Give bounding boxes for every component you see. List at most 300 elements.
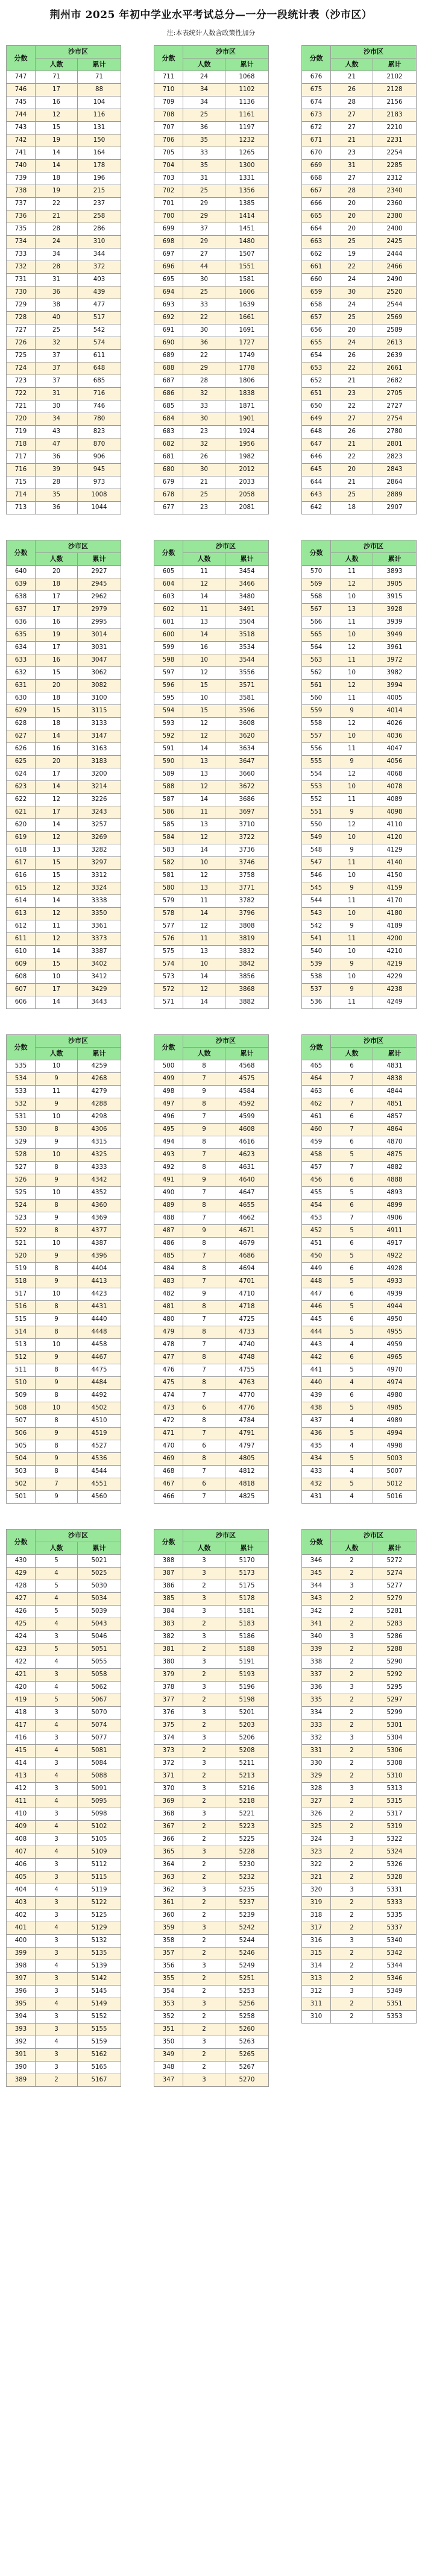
cumulative-cell: 2156 [373, 97, 417, 109]
score-cell: 547 [302, 857, 331, 870]
cumulative-cell: 4342 [78, 1174, 121, 1187]
count-cell: 8 [36, 1326, 78, 1339]
score-cell: 330 [302, 1758, 331, 1770]
score-cell: 370 [154, 1783, 183, 1796]
count-cell: 9 [36, 1073, 78, 1086]
table-row [7, 2036, 121, 2049]
count-cell: 12 [183, 730, 225, 743]
cumulative-cell: 4994 [373, 1428, 417, 1440]
count-cell: 3 [36, 1859, 78, 1872]
table-row [302, 908, 417, 920]
table-row [302, 1478, 417, 1491]
table-row [154, 806, 269, 819]
count-cell: 12 [331, 680, 373, 692]
cumulative-cell: 5091 [78, 1783, 121, 1796]
score-cell: 627 [7, 730, 36, 743]
score-cell: 659 [302, 286, 331, 299]
table-row [154, 438, 269, 451]
score-cell: 492 [154, 1162, 183, 1174]
count-cell: 7 [183, 1339, 225, 1352]
cumulative-cell: 372 [78, 261, 121, 274]
cumulative-cell: 1581 [225, 274, 269, 286]
score-cell: 353 [154, 1998, 183, 2011]
cumulative-cell: 2927 [78, 566, 121, 578]
cumulative-cell: 4864 [373, 1124, 417, 1136]
score-cell: 573 [154, 971, 183, 984]
table-row [302, 578, 417, 591]
cumulative-cell: 4917 [373, 1238, 417, 1250]
table-row [302, 1491, 417, 1504]
cumulative-cell: 5265 [225, 2049, 269, 2062]
score-cell: 655 [302, 337, 331, 350]
cumulative-cell: 5167 [78, 2074, 121, 2087]
cumulative-cell: 5098 [78, 1808, 121, 1821]
cumulative-cell: 5119 [78, 1884, 121, 1897]
score-cell: 360 [154, 1910, 183, 1922]
count-cell: 19 [36, 134, 78, 147]
table-row [7, 908, 121, 920]
table-row [7, 718, 121, 730]
cumulative-cell: 3832 [225, 946, 269, 958]
score-cell: 571 [154, 996, 183, 1009]
table-row [7, 400, 121, 413]
score-cell: 335 [302, 1694, 331, 1707]
cumulative-cell: 5319 [373, 1821, 417, 1834]
score-cell: 535 [7, 1060, 36, 1073]
count-cell: 34 [183, 84, 225, 97]
count-cell: 9 [36, 1314, 78, 1326]
cumulative-cell: 4333 [78, 1162, 121, 1174]
table-row [302, 1973, 417, 1986]
table-row [7, 1568, 121, 1580]
table-row [302, 1250, 417, 1263]
count-cell: 35 [36, 489, 78, 502]
count-header: 人数 [331, 1542, 373, 1555]
score-cell: 396 [7, 1986, 36, 1998]
cumulative-cell: 4944 [373, 1301, 417, 1314]
score-cell: 631 [7, 680, 36, 692]
count-cell: 21 [183, 476, 225, 489]
cumulative-cell: 4857 [373, 1111, 417, 1124]
count-cell: 36 [36, 451, 78, 464]
count-cell: 3 [183, 1555, 225, 1568]
table-row [302, 1225, 417, 1238]
table-row [154, 1364, 269, 1377]
cumulative-cell: 1982 [225, 451, 269, 464]
score-cell: 645 [302, 464, 331, 476]
score-cell: 459 [302, 1136, 331, 1149]
count-cell: 24 [36, 236, 78, 248]
cumulative-cell: 4229 [373, 971, 417, 984]
count-cell: 23 [183, 502, 225, 514]
cumulative-cell: 716 [78, 388, 121, 400]
cumulative-cell: 4413 [78, 1276, 121, 1288]
count-cell: 2 [331, 1593, 373, 1606]
score-cell: 630 [7, 692, 36, 705]
cumulative-cell: 5135 [78, 1948, 121, 1960]
cumulative-cell: 870 [78, 438, 121, 451]
count-cell: 15 [36, 857, 78, 870]
cumulative-cell: 4980 [373, 1390, 417, 1402]
cumulative-cell: 2102 [373, 71, 417, 84]
cumulative-cell: 4899 [373, 1200, 417, 1212]
score-cell: 653 [302, 362, 331, 375]
count-cell: 7 [331, 1098, 373, 1111]
table-row [154, 1682, 269, 1694]
count-cell: 3 [183, 1568, 225, 1580]
table-row [7, 299, 121, 312]
score-cell: 564 [302, 642, 331, 654]
table-row [302, 1238, 417, 1250]
score-cell: 594 [154, 705, 183, 718]
cumulative-cell: 3412 [78, 971, 121, 984]
table-row [302, 1174, 417, 1187]
count-cell: 2 [183, 1720, 225, 1732]
score-cell: 717 [7, 451, 36, 464]
table-row [154, 1808, 269, 1821]
table-row [7, 578, 121, 591]
score-table [301, 1034, 417, 1504]
score-header: 分数 [154, 46, 183, 71]
count-cell: 14 [183, 794, 225, 806]
score-cell: 719 [7, 426, 36, 438]
table-row [302, 667, 417, 680]
count-cell: 9 [36, 1212, 78, 1225]
table-row [154, 857, 269, 870]
cumulative-cell: 5211 [225, 1758, 269, 1770]
score-cell: 322 [302, 1859, 331, 1872]
cumulative-cell: 2466 [373, 261, 417, 274]
table-row [302, 1301, 417, 1314]
table-row [302, 1276, 417, 1288]
table-row [302, 1694, 417, 1707]
count-cell: 17 [36, 591, 78, 604]
table-row [7, 1669, 121, 1682]
cumulative-cell: 4985 [373, 1402, 417, 1415]
score-cell: 376 [154, 1707, 183, 1720]
cumulative-cell: 4805 [225, 1453, 269, 1466]
cumulative-cell: 5304 [373, 1732, 417, 1745]
count-cell: 23 [331, 388, 373, 400]
cumulative-cell: 5003 [373, 1453, 417, 1466]
count-cell: 19 [331, 248, 373, 261]
table-row [7, 1288, 121, 1301]
count-cell: 17 [36, 642, 78, 654]
score-cell: 361 [154, 1897, 183, 1910]
score-cell: 463 [302, 1086, 331, 1098]
count-cell: 4 [36, 1922, 78, 1935]
count-cell: 30 [183, 324, 225, 337]
count-cell: 5 [36, 1644, 78, 1656]
cumulative-cell: 5246 [225, 1948, 269, 1960]
table-row [154, 489, 269, 502]
score-cell: 605 [154, 566, 183, 578]
cumulative-cell: 4219 [373, 958, 417, 971]
table-row [154, 1491, 269, 1504]
table-row [154, 1301, 269, 1314]
cumulative-cell: 3868 [225, 984, 269, 996]
table-row [302, 718, 417, 730]
cumulative-header: 累计 [78, 59, 121, 71]
cumulative-cell: 4268 [78, 1073, 121, 1086]
count-cell: 14 [36, 781, 78, 794]
table-row [154, 362, 269, 375]
score-cell: 681 [154, 451, 183, 464]
score-cell: 642 [302, 502, 331, 514]
table-row [154, 1314, 269, 1326]
count-cell: 30 [331, 286, 373, 299]
score-table [154, 1034, 269, 1504]
cumulative-cell: 5337 [373, 1922, 417, 1935]
cumulative-cell: 4838 [373, 1073, 417, 1086]
cumulative-cell: 3361 [78, 920, 121, 933]
table-row [154, 1174, 269, 1187]
table-row [302, 362, 417, 375]
score-cell: 468 [154, 1466, 183, 1478]
count-cell: 21 [331, 375, 373, 388]
table-row [7, 2062, 121, 2074]
table-row [302, 464, 417, 476]
table-row [154, 1390, 269, 1402]
count-cell: 11 [331, 654, 373, 667]
count-cell: 2 [331, 1859, 373, 1872]
score-cell: 384 [154, 1606, 183, 1618]
count-cell: 7 [36, 1478, 78, 1491]
count-cell: 2 [331, 1707, 373, 1720]
table-row [7, 1440, 121, 1453]
cumulative-cell: 4180 [373, 908, 417, 920]
cumulative-cell: 3214 [78, 781, 121, 794]
cumulative-cell: 1901 [225, 413, 269, 426]
score-cell: 344 [302, 1580, 331, 1593]
count-header: 人数 [331, 59, 373, 71]
count-cell: 2 [331, 1872, 373, 1884]
table-row [154, 109, 269, 122]
score-cell: 604 [154, 578, 183, 591]
cumulative-cell: 4922 [373, 1250, 417, 1263]
table-row [7, 1187, 121, 1200]
score-cell: 379 [154, 1669, 183, 1682]
table-row [302, 654, 417, 667]
cumulative-cell: 5333 [373, 1897, 417, 1910]
score-cell: 381 [154, 1644, 183, 1656]
cumulative-cell: 2907 [373, 502, 417, 514]
cumulative-cell: 2945 [78, 578, 121, 591]
score-cell: 590 [154, 756, 183, 768]
cumulative-cell: 4784 [225, 1415, 269, 1428]
score-cell: 342 [302, 1606, 331, 1618]
table-row [154, 895, 269, 908]
score-cell: 421 [7, 1669, 36, 1682]
cumulative-cell: 5335 [373, 1910, 417, 1922]
table-row [302, 794, 417, 806]
score-cell: 520 [7, 1250, 36, 1263]
cumulative-cell: 4933 [373, 1276, 417, 1288]
score-cell: 661 [302, 261, 331, 274]
cumulative-cell: 2400 [373, 223, 417, 236]
count-cell: 3 [331, 1834, 373, 1846]
table-row [7, 1377, 121, 1390]
cumulative-cell: 648 [78, 362, 121, 375]
score-cell: 316 [302, 1935, 331, 1948]
score-cell: 522 [7, 1225, 36, 1238]
score-cell: 531 [7, 1111, 36, 1124]
score-cell: 386 [154, 1580, 183, 1593]
count-cell: 23 [183, 426, 225, 438]
cumulative-cell: 5208 [225, 1745, 269, 1758]
cumulative-header: 累计 [373, 59, 417, 71]
table-row [154, 1478, 269, 1491]
table-row [154, 97, 269, 109]
count-cell: 7 [183, 1212, 225, 1225]
count-cell: 32 [183, 388, 225, 400]
count-cell: 7 [183, 1364, 225, 1377]
table-row [154, 1656, 269, 1669]
cumulative-cell: 4851 [373, 1098, 417, 1111]
count-cell: 37 [183, 223, 225, 236]
score-cell: 589 [154, 768, 183, 781]
cumulative-cell: 3312 [78, 870, 121, 882]
count-cell: 3 [183, 1606, 225, 1618]
score-cell: 456 [302, 1174, 331, 1187]
count-cell: 2 [331, 1745, 373, 1758]
score-cell: 440 [302, 1377, 331, 1390]
table-row [7, 413, 121, 426]
table-row [302, 756, 417, 768]
count-cell: 8 [183, 1136, 225, 1149]
cumulative-cell: 1480 [225, 236, 269, 248]
table-row [302, 642, 417, 654]
count-cell: 22 [183, 350, 225, 362]
count-cell: 10 [36, 971, 78, 984]
cumulative-cell: 4950 [373, 1314, 417, 1326]
count-cell: 4 [331, 1440, 373, 1453]
count-cell: 10 [36, 1111, 78, 1124]
cumulative-cell: 2544 [373, 299, 417, 312]
cumulative-cell: 5122 [78, 1897, 121, 1910]
count-cell: 31 [36, 388, 78, 400]
cumulative-cell: 4360 [78, 1200, 121, 1212]
cumulative-cell: 5326 [373, 1859, 417, 1872]
count-cell: 11 [331, 996, 373, 1009]
cumulative-cell: 4544 [78, 1466, 121, 1478]
count-cell: 33 [183, 299, 225, 312]
table-row [7, 743, 121, 756]
table-row [7, 1212, 121, 1225]
score-table [6, 1034, 121, 1504]
table-row [302, 996, 417, 1009]
count-cell: 12 [331, 642, 373, 654]
count-cell: 7 [183, 1111, 225, 1124]
table-row [154, 1631, 269, 1644]
cumulative-cell: 3082 [78, 680, 121, 692]
cumulative-cell: 945 [78, 464, 121, 476]
count-cell: 2 [331, 1758, 373, 1770]
cumulative-cell: 4599 [225, 1111, 269, 1124]
count-cell: 26 [331, 350, 373, 362]
cumulative-cell: 5221 [225, 1808, 269, 1821]
score-cell: 561 [302, 680, 331, 692]
count-cell: 27 [331, 122, 373, 134]
score-cell: 508 [7, 1402, 36, 1415]
district-header: 沙市区 [331, 1035, 417, 1048]
count-cell: 3 [36, 1631, 78, 1644]
table-row [302, 134, 417, 147]
score-cell: 736 [7, 210, 36, 223]
count-cell: 2 [331, 1948, 373, 1960]
score-cell: 460 [302, 1124, 331, 1136]
count-cell: 9 [36, 1453, 78, 1466]
table-row [154, 933, 269, 946]
score-cell: 716 [7, 464, 36, 476]
table-row [302, 1390, 417, 1402]
table-row [154, 1162, 269, 1174]
score-cell: 318 [302, 1910, 331, 1922]
score-cell: 324 [302, 1834, 331, 1846]
score-cell: 541 [302, 933, 331, 946]
table-row [154, 1124, 269, 1136]
cumulative-cell: 5260 [225, 2024, 269, 2036]
cumulative-cell: 150 [78, 134, 121, 147]
count-cell: 4 [331, 1491, 373, 1504]
table-row [302, 743, 417, 756]
cumulative-cell: 4844 [373, 1086, 417, 1098]
score-cell: 452 [302, 1225, 331, 1238]
score-cell: 656 [302, 324, 331, 337]
score-cell: 703 [154, 172, 183, 185]
cumulative-cell: 4733 [225, 1326, 269, 1339]
cumulative-cell: 4818 [225, 1478, 269, 1491]
table-row [302, 1440, 417, 1453]
count-cell: 10 [331, 971, 373, 984]
cumulative-cell: 4770 [225, 1390, 269, 1402]
table-row [7, 375, 121, 388]
table-row [154, 566, 269, 578]
count-cell: 10 [183, 654, 225, 667]
count-cell: 26 [331, 84, 373, 97]
cumulative-cell: 5155 [78, 2024, 121, 2036]
cumulative-cell: 5170 [225, 1555, 269, 1568]
count-cell: 5 [331, 1364, 373, 1377]
cumulative-cell: 4568 [225, 1060, 269, 1073]
count-cell: 36 [36, 286, 78, 299]
score-cell: 628 [7, 718, 36, 730]
count-cell: 3 [183, 1656, 225, 1669]
cumulative-cell: 4831 [373, 1060, 417, 1073]
count-cell: 11 [331, 566, 373, 578]
score-cell: 447 [302, 1288, 331, 1301]
count-cell: 20 [331, 210, 373, 223]
cumulative-cell: 237 [78, 198, 121, 210]
score-cell: 449 [302, 1263, 331, 1276]
table-row [302, 1580, 417, 1593]
score-cell: 643 [302, 489, 331, 502]
district-header: 沙市区 [331, 46, 417, 59]
cumulative-cell: 4911 [373, 1225, 417, 1238]
table-row [154, 198, 269, 210]
count-cell: 40 [36, 312, 78, 324]
count-cell: 5 [36, 1694, 78, 1707]
cumulative-cell: 4989 [373, 1415, 417, 1428]
count-cell: 8 [183, 1162, 225, 1174]
score-cell: 385 [154, 1593, 183, 1606]
count-cell: 28 [36, 261, 78, 274]
score-cell: 551 [302, 806, 331, 819]
cumulative-cell: 5218 [225, 1796, 269, 1808]
count-cell: 9 [331, 920, 373, 933]
table-row [154, 984, 269, 996]
score-cell: 387 [154, 1568, 183, 1580]
